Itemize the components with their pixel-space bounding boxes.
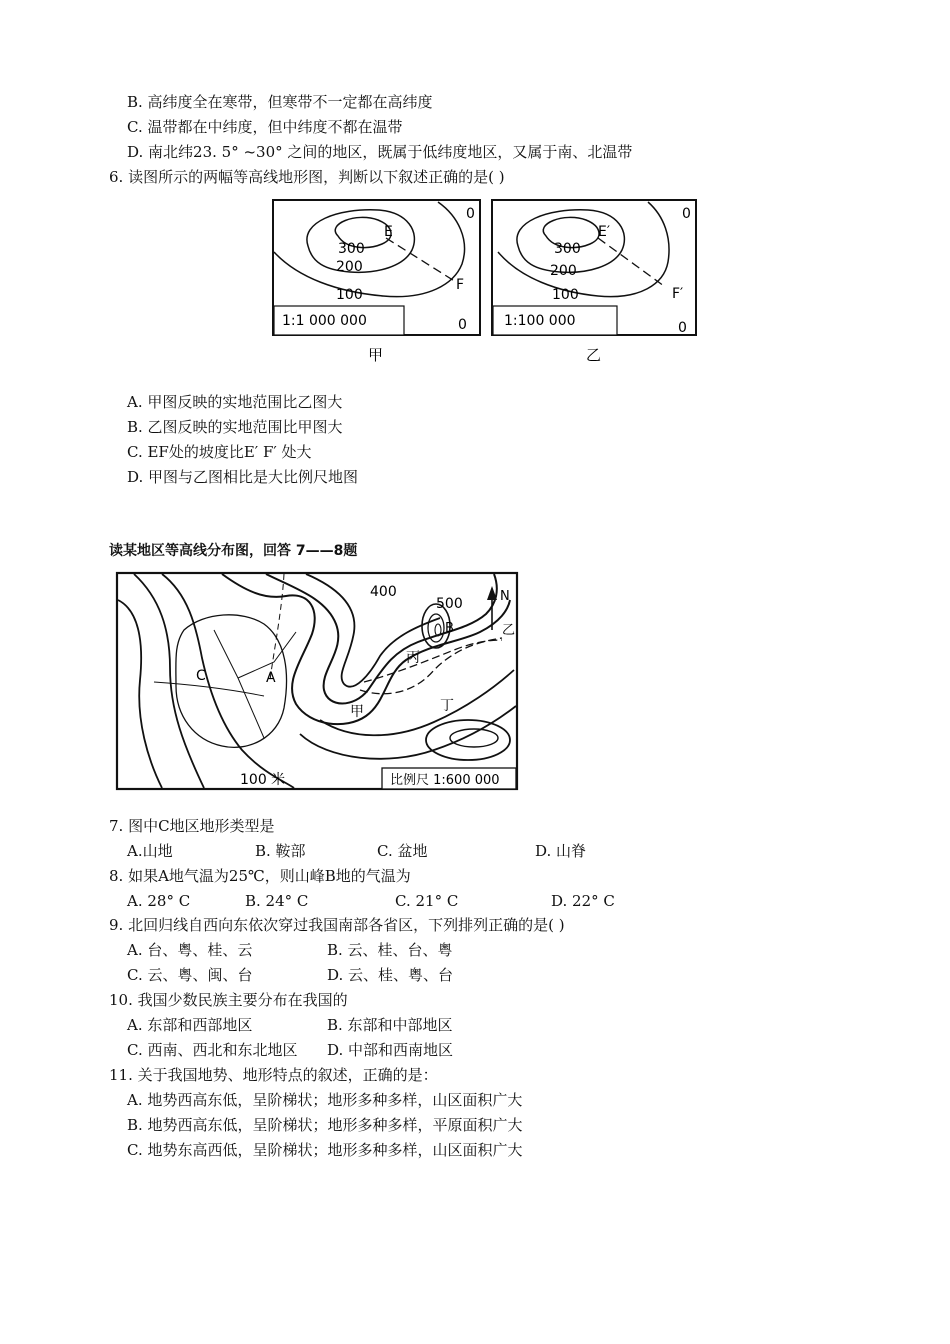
yi-label-f: F′: [672, 286, 684, 302]
q6-contour-maps: [268, 194, 704, 366]
map-jia: [273, 200, 480, 364]
q6-stem: 6. 读图所示的两幅等高线地形图，判断以下叙述正确的是( ): [109, 168, 505, 186]
q8-option-a: A. 28° C: [127, 892, 191, 910]
contour-map-q7-8: [114, 570, 520, 792]
q10-options-row1: [127, 1015, 727, 1035]
q8-option-b: B. 24° C: [245, 892, 309, 910]
yi-label-0-top: 0: [682, 206, 691, 222]
q9-option-b: B. 云、桂、台、粤: [327, 941, 453, 959]
q6-option-b: B. 乙图反映的实地范围比甲图大: [127, 418, 343, 436]
q10-option-b: B. 东部和中部地区: [327, 1016, 453, 1034]
map3-label-jia: 甲: [350, 704, 364, 720]
yi-label-100: 100: [552, 287, 579, 303]
q5-option-b: B. 高纬度全在寒带，但寒带不一定都在高纬度: [127, 93, 433, 111]
q11-option-c: C. 地势东高西低，呈阶梯状；地形多种多样，山区面积广大: [127, 1141, 523, 1159]
q9-stem: 9. 北回归线自西向东依次穿过我国南部各省区，下列排列正确的是( ): [109, 916, 565, 934]
q11-option-b: B. 地势西高东低，呈阶梯状；地形多种多样，平原面积广大: [127, 1116, 523, 1134]
q5-option-c: C. 温带都在中纬度，但中纬度不都在温带: [127, 118, 403, 136]
q5-option-d: D. 南北纬23. 5° ~30° 之间的地区，既属于低纬度地区，又属于南、北温带: [127, 143, 633, 161]
map3-scale: 比例尺 1:600 000: [390, 773, 500, 788]
map3-label-n: N: [500, 589, 510, 604]
jia-label-200: 200: [336, 259, 363, 275]
jia-caption: 甲: [368, 346, 384, 364]
jia-label-0-top: 0: [466, 206, 475, 222]
q6-option-a: A. 甲图反映的实地范围比乙图大: [127, 393, 343, 411]
q10-option-c: C. 西南、西北和东北地区: [127, 1041, 298, 1059]
map3-label-a: A: [266, 670, 276, 686]
section-heading: 读某地区等高线分布图，回答 7——8题: [109, 543, 358, 559]
map3-label-ding: 丁: [440, 698, 454, 714]
jia-label-e: E: [384, 224, 393, 240]
q6-option-c: C. EF处的坡度比E′ F′ 处大: [127, 443, 312, 461]
q9-options-row1: [127, 940, 727, 960]
yi-label-200: 200: [550, 263, 577, 279]
q8-stem: 8. 如果A地气温为25℃，则山峰B地的气温为: [109, 867, 411, 885]
jia-label-0-bottom: 0: [458, 317, 467, 333]
jia-scale: 1:1 000 000: [282, 313, 367, 329]
q6-option-d: D. 甲图与乙图相比是大比例尺地图: [127, 468, 359, 486]
jia-label-300: 300: [338, 241, 365, 257]
map3-label-400: 400: [370, 584, 397, 600]
q7-stem: 7. 图中C地区地形类型是: [109, 817, 275, 835]
q8-option-c: C. 21° C: [395, 892, 459, 910]
q10-stem: 10. 我国少数民族主要分布在我国的: [109, 991, 348, 1009]
jia-label-f: F: [456, 277, 465, 293]
yi-label-e: E′: [598, 224, 611, 240]
map3-label-bing: 丙: [406, 650, 420, 666]
q9-option-c: C. 云、粤、闽、台: [127, 966, 253, 984]
q8-options: [127, 891, 727, 911]
q9-option-a: A. 台、粤、桂、云: [127, 941, 253, 959]
jia-label-100: 100: [336, 287, 363, 303]
map3-label-yi: 乙: [502, 623, 516, 638]
map3-label-b: B: [445, 621, 454, 636]
q10-option-a: A. 东部和西部地区: [127, 1016, 253, 1034]
map3-label-500: 500: [436, 596, 463, 612]
yi-label-0-bottom: 0: [678, 320, 687, 336]
q10-options-row2: [127, 1040, 727, 1060]
map3-label-c: C: [196, 668, 206, 684]
q11-option-a: A. 地势西高东低，呈阶梯状；地形多种多样，山区面积广大: [127, 1091, 523, 1109]
map3-label-100: 100 米: [240, 772, 286, 788]
q9-option-d: D. 云、桂、粤、台: [327, 966, 454, 984]
q9-options-row2: [127, 965, 727, 985]
q7-option-c: C. 盆地: [377, 842, 428, 860]
yi-label-300: 300: [554, 241, 581, 257]
q10-option-d: D. 中部和西南地区: [327, 1041, 454, 1059]
yi-scale: 1:100 000: [504, 313, 576, 329]
map-yi: [492, 200, 696, 364]
q11-stem: 11. 关于我国地势、地形特点的叙述，正确的是：: [109, 1066, 438, 1084]
q7-options: [127, 841, 727, 861]
yi-caption: 乙: [586, 346, 602, 364]
q7-option-d: D. 山脊: [535, 842, 587, 860]
q7-option-b: B. 鞍部: [255, 842, 306, 860]
q8-option-d: D. 22° C: [551, 892, 615, 910]
q7-option-a: A.山地: [127, 842, 173, 860]
